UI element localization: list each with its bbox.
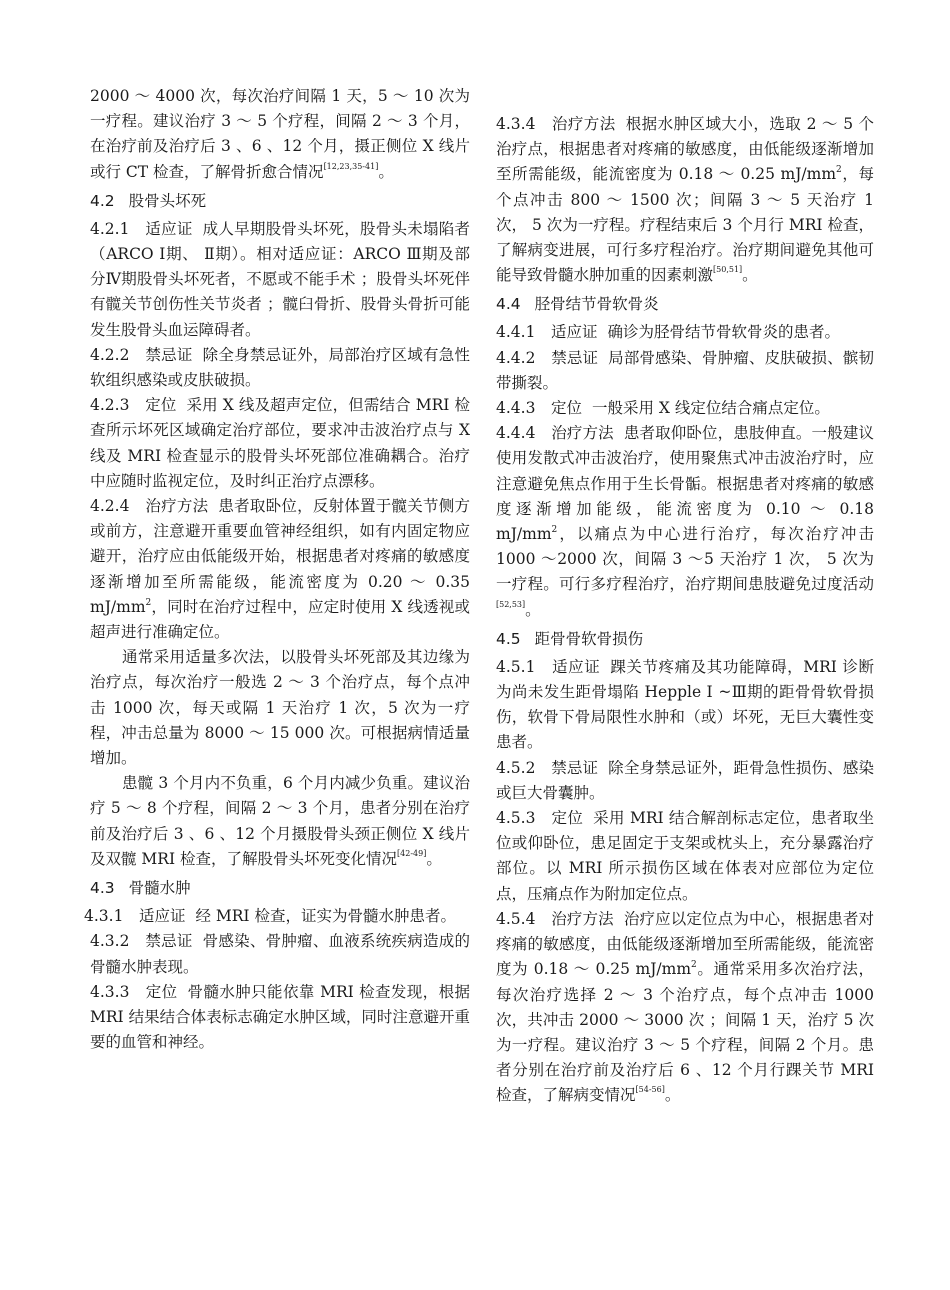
unit-exponent: 2 — [836, 165, 842, 176]
paragraph-text: ，同时在治疗过程中，应定时使用 X 线透视或超声进行准确定位。 — [90, 597, 470, 642]
paragraph-text: 采用 MRI 结合解剖标志定位，患者取坐位或仰卧位，患足固定于支架或枕头上，充分暴露治疗部位。以 MRI 所示损伤区域在体表对应部位为定位点，压痛点作为附加定位点。 — [496, 809, 874, 903]
subsection-label: 4.4.2 禁忌证 — [496, 348, 599, 367]
paragraph-4-2-1 — [90, 217, 470, 343]
paragraph-4-4-3 — [496, 396, 874, 421]
subsection-label: 4.4.4 治疗方法 — [496, 424, 614, 443]
paragraph-text: 根据水肿区域大小，选取 2 ～ 5 个治疗点，根据患者对疼痛的敏感度，由低能级逐渐增加至所需能级，能流密度为 0.18 ～ 0.25 mJ/mm — [496, 115, 874, 184]
paragraph-4-3-1 — [84, 904, 470, 929]
subsection-label: 4.4.1 适应证 — [496, 323, 598, 342]
subsection-label: 4.3.4 治疗方法 — [496, 115, 616, 133]
paragraph-text: 确诊为胫骨结节骨软骨炎的患者。 — [607, 323, 840, 342]
section-title: 股骨头坏死 — [128, 191, 207, 210]
paragraph-text: 。通常采用多次治疗法，每次治疗选择 2 ～ 3 个治疗点，每个点冲击 1000 次，共冲击 2000 ～ 3000 次 ；间隔 1 天，治疗 5 次为一疗程。建议治疗 3 ～ 5 个疗程，间隔 2 个月。患者分别在治疗前及治疗后 6 、12 个月行踝关节 MRI 检查，了解病变情况 — [496, 960, 874, 1105]
paragraph-end: 。 — [525, 600, 541, 619]
section-number: 4.5 — [496, 629, 521, 648]
paragraph-4-3-3 — [90, 980, 470, 1056]
paragraph-4-5-1 — [496, 655, 874, 756]
paragraph-text: 除全身禁忌证外，距骨急性损伤、感染或巨大骨囊肿。 — [496, 758, 874, 802]
paragraph-text: 患髋 3 个月内不负重，6 个月内减少负重。建议治疗 5 ～ 8 个疗程，间隔 2 ～ 3 个月，患者分别在治疗前及治疗后 3 、6 、12 个月摄股骨头颈正侧位 X 线片及双髋 MRI 检查，了解股骨头坏死变化情况 — [90, 774, 470, 868]
paragraph-text: 治疗应以定位点为中心，根据患者对疼痛的敏感度，由低能级逐渐增加至所需能级，能流密度为 0.18 ～ 0.25 mJ/mm — [496, 909, 874, 979]
subsection-label: 4.3.2 禁忌证 — [90, 932, 193, 951]
section-title: 距骨骨软骨损伤 — [534, 629, 644, 648]
citation: [12,23,35-41] — [323, 161, 379, 171]
paragraph-text: 经 MRI 检查，证实为骨髓水肿患者。 — [195, 907, 456, 926]
right-column — [496, 112, 874, 1109]
section-heading-4-5 — [496, 627, 874, 652]
paragraph-text: 采用 X 线及超声定位，但需结合 MRI 检查所示坏死区域确定治疗部位，要求冲击波治疗点与 X 线及 MRI 检查显示的股骨头坏死部位准确耦合。治疗中应随时监视定位，及时纠正治疗点漂移。 — [90, 396, 470, 490]
subsection-label: 4.5.1 适应证 — [496, 657, 601, 676]
subsection-label: 4.2.4 治疗方法 — [90, 497, 209, 516]
paragraph-text: 骨感染、骨肿瘤、血液系统疾病造成的骨髓水肿表现。 — [90, 932, 470, 976]
subsection-label: 4.5.4 治疗方法 — [496, 909, 614, 928]
citation: [54-56] — [635, 1085, 665, 1095]
paragraph-text: 除全身禁忌证外，局部治疗区域有急性软组织感染或皮肤破损。 — [90, 345, 470, 390]
left-column — [84, 84, 470, 1055]
paragraph-text: 骨髓水肿只能依靠 MRI 检查发现，根据 MRI 结果结合体表标志确定水肿区域，同时注意避开重要的血管和神经。 — [90, 982, 470, 1052]
section-number: 4.4 — [496, 295, 521, 314]
paragraph-end: 。 — [742, 266, 758, 285]
paragraph-4-3-4 — [496, 112, 874, 288]
subsection-label: 4.2.2 禁忌证 — [90, 345, 193, 364]
paragraph-text: 踝关节疼痛及其功能障碍，MRI 诊断为尚未发生距骨塌陷 Hepple Ⅰ ~Ⅲ期的距骨骨软骨损伤，软骨下骨局限性水肿和（或）坏死，无巨大囊性变患者。 — [496, 657, 874, 752]
paragraph-4-4-2 — [496, 346, 874, 396]
paragraph-text: ，以痛点为中心进行治疗，每次治疗冲击 1000 ～2000 次，间隔 3 ～5 天治疗 1 次， 5 次为一疗程。可行多疗程治疗，治疗期间患肢避免过度活动 — [496, 525, 874, 594]
paragraph-4-5-4 — [496, 907, 874, 1109]
unit-exponent: 2 — [551, 525, 558, 536]
subsection-label: 4.5.3 定位 — [496, 809, 584, 828]
paragraph-end: 。 — [664, 1086, 681, 1105]
citation: [50,51] — [713, 265, 743, 275]
paragraph-4-5-2 — [496, 756, 874, 806]
section-title: 胫骨结节骨软骨炎 — [534, 295, 659, 314]
unit-exponent: 2 — [145, 597, 152, 608]
paragraph-fracture-continued — [90, 84, 470, 185]
section-heading-4-3 — [90, 876, 470, 901]
paragraph-text: 患者取卧位，反射体置于髋关节侧方或前方，注意避开重要血管神经组织，如有内固定物应避开，治疗应由低能级开始，根据患者对疼痛的敏感度逐渐增加至所需能级，能流密度为 0.20 ～ 0.35 mJ/mm — [90, 497, 470, 616]
paragraph-4-2-2 — [90, 343, 470, 393]
paragraph-4-4-1 — [496, 320, 874, 345]
paragraph-end: 。 — [426, 849, 442, 868]
paragraph-4-4-4 — [496, 421, 874, 623]
paragraph-text: 2000 ～ 4000 次，每次治疗间隔 1 天，5 ～ 10 次为一疗程。建议治疗 3 ～ 5 个疗程，间隔 2 ～ 3 个月，在治疗前及治疗后 3 、6 、12 个月，摄正侧位 X 线片或行 CT 检查，了解骨折愈合情况 — [90, 87, 470, 181]
paragraph-text: 局部骨感染、骨肿瘤、皮肤破损、髌韧带撕裂。 — [496, 348, 874, 392]
paragraph-text: 患者取仰卧位，患肢伸直。一般建议使用发散式冲击波治疗，使用聚焦式冲击波治疗时，应注意避免焦点作用于生长骨骺。根据患者对疼痛的敏感度逐渐增加能级，能流密度为 0.10 ～ 0.18 mJ/mm — [496, 424, 874, 544]
section-number: 4.2 — [90, 191, 115, 210]
paragraph-end: 。 — [378, 162, 394, 181]
section-title: 骨髓水肿 — [128, 879, 191, 898]
citation: [52,53] — [496, 599, 526, 609]
paragraph-4-5-3 — [496, 806, 874, 907]
paragraph-text: ，每个点冲击 800 ～ 1500 次；间隔 3 ～ 5 天治疗 1 次， 5 次为一疗程。疗程结束后 3 个月行 MRI 检查，了解病变进展，可行多疗程治疗。治疗期间避免其他可能导致骨髓水肿加重的因素刺激 — [496, 165, 874, 285]
unit-exponent: 2 — [691, 960, 697, 971]
paragraph-text: 成人早期股骨头坏死，股骨头未塌陷者（ARCO Ⅰ期、 Ⅱ期）。相对适应证：ARCO Ⅲ期及部分Ⅳ期股骨头坏死者，不愿或不能手术 ；股骨头坏死伴有髋关节创伤性关节炎者 ；髋臼骨折、股骨头骨折可能发生股骨头血运障碍者。 — [90, 219, 470, 339]
paragraph-4-3-2 — [90, 929, 470, 979]
subsection-label: 4.3.3 定位 — [90, 982, 178, 1001]
paragraph-text: 一般采用 X 线定位结合痛点定位。 — [591, 399, 830, 418]
subsection-label: 4.3.1 适应证 — [84, 907, 186, 926]
paragraph-4-2-3 — [90, 393, 470, 494]
section-heading-4-4 — [496, 292, 874, 317]
paragraph-treatment-scheme — [90, 645, 470, 771]
citation: [42-49] — [397, 848, 427, 858]
subsection-label: 4.2.3 定位 — [90, 396, 177, 415]
section-heading-4-2 — [90, 189, 470, 214]
subsection-label: 4.2.1 适应证 — [90, 219, 193, 238]
paragraph-follow-up — [90, 771, 470, 872]
paragraph-text: 通常采用适量多次法，以股骨头坏死部及其边缘为治疗点，每次治疗一般选 2 ～ 3 个治疗点，每个点冲击 1000 次，每天或隔 1 天治疗 1 次，5 次为一疗程，冲击总量为 8000 ～ 15 000 次。可根据病情适量增加。 — [90, 648, 470, 768]
paragraph-4-2-4 — [90, 494, 470, 645]
section-number: 4.3 — [90, 879, 115, 898]
subsection-label: 4.4.3 定位 — [496, 399, 582, 418]
subsection-label: 4.5.2 禁忌证 — [496, 758, 599, 777]
